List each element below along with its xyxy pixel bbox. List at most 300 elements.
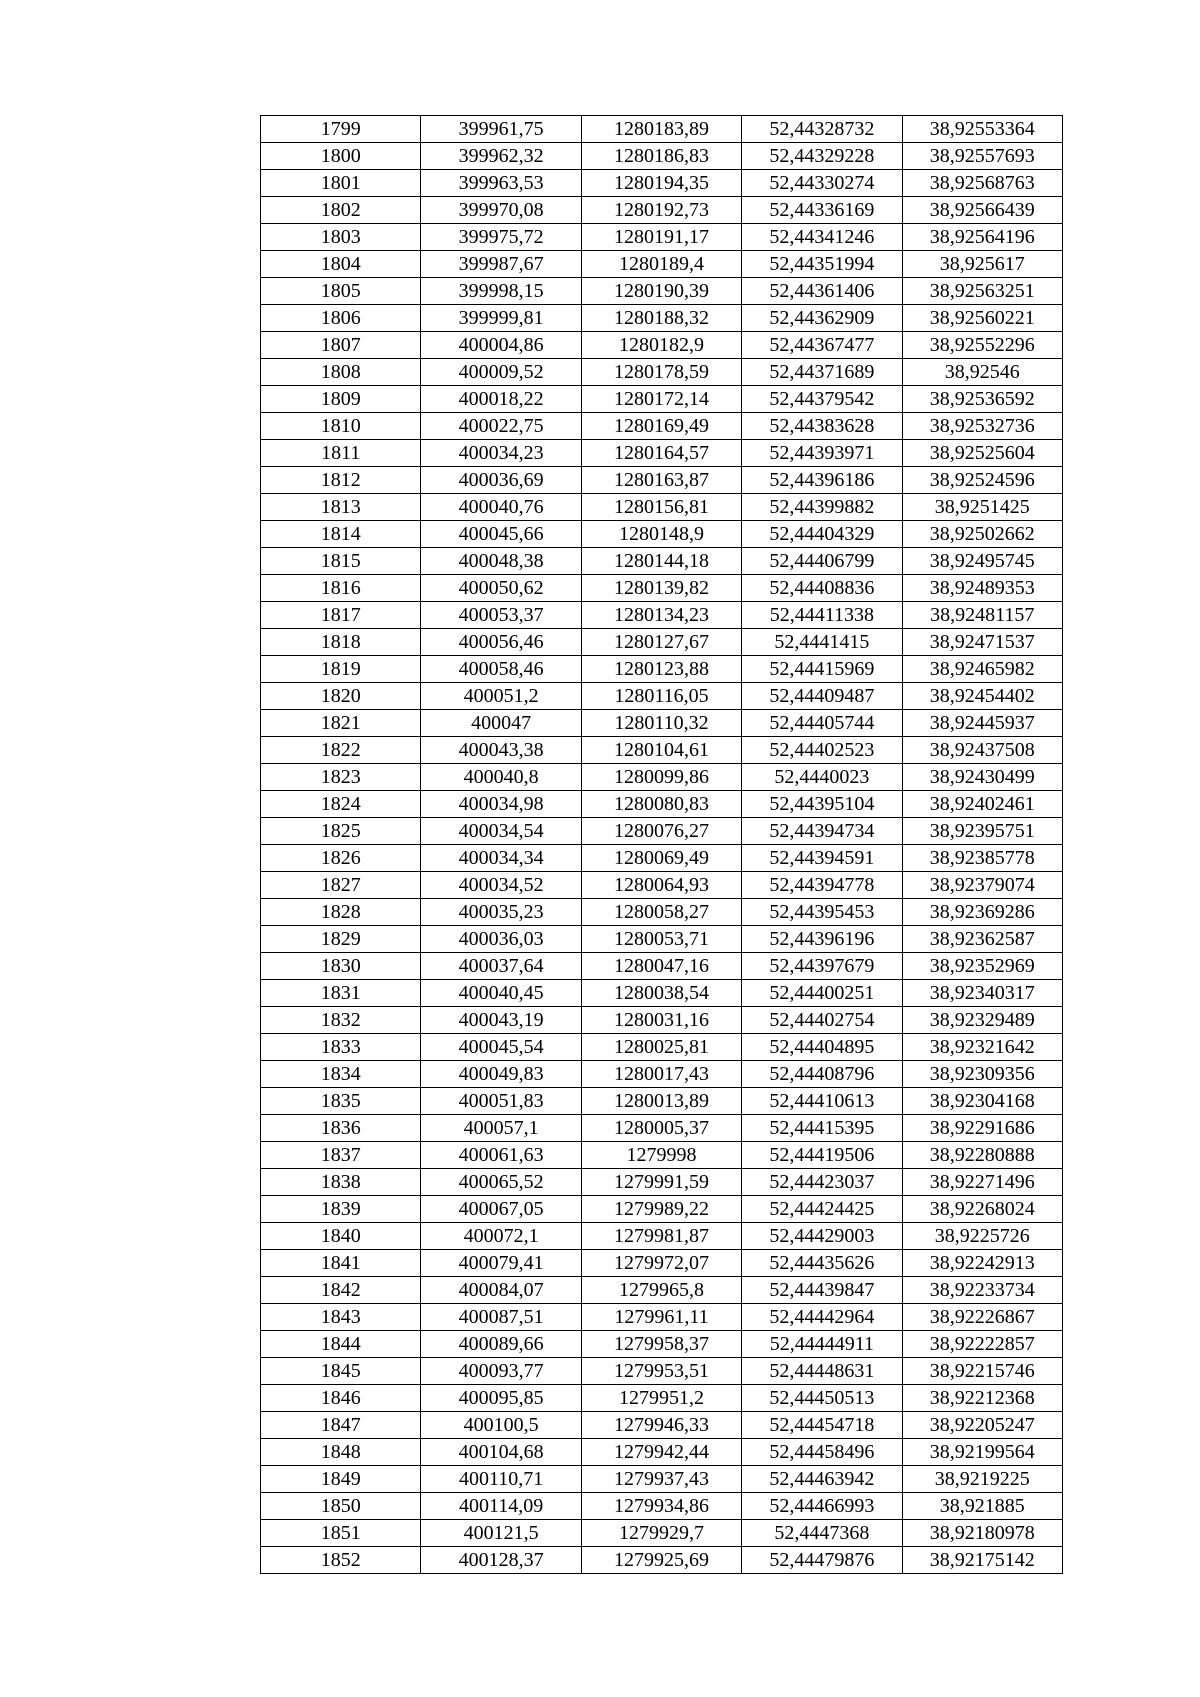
- table-row: [261, 1142, 1063, 1169]
- longitude-cell: 38,92502662: [902, 521, 1062, 548]
- table-row: [261, 1493, 1063, 1520]
- longitude-cell: 38,9225726: [902, 1223, 1062, 1250]
- point-number-cell: 1801: [261, 170, 421, 197]
- x-coordinate-cell: 400065,52: [421, 1169, 581, 1196]
- point-number-cell: 1804: [261, 251, 421, 278]
- y-coordinate-cell: 1279998: [581, 1142, 741, 1169]
- x-coordinate-cell: 400049,83: [421, 1061, 581, 1088]
- longitude-cell: 38,92454402: [902, 683, 1062, 710]
- latitude-cell: 52,44395104: [742, 791, 902, 818]
- point-number-cell: 1825: [261, 818, 421, 845]
- y-coordinate-cell: 1279934,86: [581, 1493, 741, 1520]
- point-number-cell: 1838: [261, 1169, 421, 1196]
- table-row: [261, 1520, 1063, 1547]
- longitude-cell: 38,92321642: [902, 1034, 1062, 1061]
- point-number-cell: 1843: [261, 1304, 421, 1331]
- longitude-cell: 38,92215746: [902, 1358, 1062, 1385]
- x-coordinate-cell: 400036,69: [421, 467, 581, 494]
- x-coordinate-cell: 400072,1: [421, 1223, 581, 1250]
- table-row: [261, 1547, 1063, 1574]
- point-number-cell: 1820: [261, 683, 421, 710]
- table-row: [261, 818, 1063, 845]
- longitude-cell: 38,92524596: [902, 467, 1062, 494]
- latitude-cell: 52,44454718: [742, 1412, 902, 1439]
- table-row: [261, 494, 1063, 521]
- table-row: [261, 1304, 1063, 1331]
- x-coordinate-cell: 399998,15: [421, 278, 581, 305]
- x-coordinate-cell: 400004,86: [421, 332, 581, 359]
- latitude-cell: 52,44399882: [742, 494, 902, 521]
- x-coordinate-cell: 400061,63: [421, 1142, 581, 1169]
- x-coordinate-cell: 400084,07: [421, 1277, 581, 1304]
- y-coordinate-cell: 1280169,49: [581, 413, 741, 440]
- y-coordinate-cell: 1280163,87: [581, 467, 741, 494]
- y-coordinate-cell: 1280164,57: [581, 440, 741, 467]
- longitude-cell: 38,92226867: [902, 1304, 1062, 1331]
- latitude-cell: 52,44328732: [742, 116, 902, 143]
- y-coordinate-cell: 1280116,05: [581, 683, 741, 710]
- latitude-cell: 52,44402523: [742, 737, 902, 764]
- x-coordinate-cell: 400056,46: [421, 629, 581, 656]
- latitude-cell: 52,44463942: [742, 1466, 902, 1493]
- table-row: [261, 1223, 1063, 1250]
- table-row: [261, 683, 1063, 710]
- x-coordinate-cell: 400053,37: [421, 602, 581, 629]
- table-row: [261, 116, 1063, 143]
- point-number-cell: 1815: [261, 548, 421, 575]
- latitude-cell: 52,44479876: [742, 1547, 902, 1574]
- point-number-cell: 1802: [261, 197, 421, 224]
- latitude-cell: 52,44400251: [742, 980, 902, 1007]
- table-row: [261, 251, 1063, 278]
- latitude-cell: 52,44419506: [742, 1142, 902, 1169]
- x-coordinate-cell: 400045,54: [421, 1034, 581, 1061]
- latitude-cell: 52,44442964: [742, 1304, 902, 1331]
- y-coordinate-cell: 1280053,71: [581, 926, 741, 953]
- x-coordinate-cell: 399987,67: [421, 251, 581, 278]
- point-number-cell: 1840: [261, 1223, 421, 1250]
- x-coordinate-cell: 399970,08: [421, 197, 581, 224]
- table-row: [261, 1466, 1063, 1493]
- latitude-cell: 52,44383628: [742, 413, 902, 440]
- y-coordinate-cell: 1280178,59: [581, 359, 741, 386]
- point-number-cell: 1847: [261, 1412, 421, 1439]
- coordinates-table: [260, 115, 1063, 1574]
- point-number-cell: 1823: [261, 764, 421, 791]
- point-number-cell: 1826: [261, 845, 421, 872]
- latitude-cell: 52,44444911: [742, 1331, 902, 1358]
- longitude-cell: 38,92564196: [902, 224, 1062, 251]
- x-coordinate-cell: 400040,8: [421, 764, 581, 791]
- table-row: [261, 845, 1063, 872]
- x-coordinate-cell: 400034,52: [421, 872, 581, 899]
- table-row: [261, 656, 1063, 683]
- y-coordinate-cell: 1280017,43: [581, 1061, 741, 1088]
- x-coordinate-cell: 400058,46: [421, 656, 581, 683]
- point-number-cell: 1810: [261, 413, 421, 440]
- x-coordinate-cell: 399961,75: [421, 116, 581, 143]
- y-coordinate-cell: 1280188,32: [581, 305, 741, 332]
- table-row: [261, 521, 1063, 548]
- y-coordinate-cell: 1280189,4: [581, 251, 741, 278]
- x-coordinate-cell: 400034,98: [421, 791, 581, 818]
- y-coordinate-cell: 1280183,89: [581, 116, 741, 143]
- longitude-cell: 38,92329489: [902, 1007, 1062, 1034]
- y-coordinate-cell: 1279991,59: [581, 1169, 741, 1196]
- longitude-cell: 38,92568763: [902, 170, 1062, 197]
- point-number-cell: 1848: [261, 1439, 421, 1466]
- longitude-cell: 38,92532736: [902, 413, 1062, 440]
- table-row: [261, 440, 1063, 467]
- latitude-cell: 52,44448631: [742, 1358, 902, 1385]
- longitude-cell: 38,92566439: [902, 197, 1062, 224]
- latitude-cell: 52,44411338: [742, 602, 902, 629]
- table-row: [261, 1412, 1063, 1439]
- y-coordinate-cell: 1280099,86: [581, 764, 741, 791]
- latitude-cell: 52,44429003: [742, 1223, 902, 1250]
- latitude-cell: 52,4440023: [742, 764, 902, 791]
- x-coordinate-cell: 400104,68: [421, 1439, 581, 1466]
- x-coordinate-cell: 400034,54: [421, 818, 581, 845]
- point-number-cell: 1813: [261, 494, 421, 521]
- longitude-cell: 38,92557693: [902, 143, 1062, 170]
- longitude-cell: 38,921885: [902, 1493, 1062, 1520]
- x-coordinate-cell: 399963,53: [421, 170, 581, 197]
- y-coordinate-cell: 1280186,83: [581, 143, 741, 170]
- latitude-cell: 52,44336169: [742, 197, 902, 224]
- y-coordinate-cell: 1279946,33: [581, 1412, 741, 1439]
- point-number-cell: 1832: [261, 1007, 421, 1034]
- point-number-cell: 1824: [261, 791, 421, 818]
- table-row: [261, 1439, 1063, 1466]
- table-row: [261, 548, 1063, 575]
- latitude-cell: 52,44397679: [742, 953, 902, 980]
- x-coordinate-cell: 400050,62: [421, 575, 581, 602]
- y-coordinate-cell: 1280194,35: [581, 170, 741, 197]
- longitude-cell: 38,925617: [902, 251, 1062, 278]
- x-coordinate-cell: 400089,66: [421, 1331, 581, 1358]
- table-row: [261, 467, 1063, 494]
- y-coordinate-cell: 1280190,39: [581, 278, 741, 305]
- table-row: [261, 1196, 1063, 1223]
- longitude-cell: 38,92489353: [902, 575, 1062, 602]
- x-coordinate-cell: 400128,37: [421, 1547, 581, 1574]
- longitude-cell: 38,92369286: [902, 899, 1062, 926]
- point-number-cell: 1842: [261, 1277, 421, 1304]
- point-number-cell: 1803: [261, 224, 421, 251]
- longitude-cell: 38,92291686: [902, 1115, 1062, 1142]
- longitude-cell: 38,92205247: [902, 1412, 1062, 1439]
- longitude-cell: 38,9219225: [902, 1466, 1062, 1493]
- y-coordinate-cell: 1279929,7: [581, 1520, 741, 1547]
- latitude-cell: 52,44409487: [742, 683, 902, 710]
- y-coordinate-cell: 1280110,32: [581, 710, 741, 737]
- table-row: [261, 980, 1063, 1007]
- x-coordinate-cell: 400047: [421, 710, 581, 737]
- y-coordinate-cell: 1280076,27: [581, 818, 741, 845]
- longitude-cell: 38,92309356: [902, 1061, 1062, 1088]
- x-coordinate-cell: 400022,75: [421, 413, 581, 440]
- x-coordinate-cell: 400067,05: [421, 1196, 581, 1223]
- point-number-cell: 1821: [261, 710, 421, 737]
- table-row: [261, 1358, 1063, 1385]
- point-number-cell: 1827: [261, 872, 421, 899]
- x-coordinate-cell: 400009,52: [421, 359, 581, 386]
- longitude-cell: 38,92553364: [902, 116, 1062, 143]
- latitude-cell: 52,4447368: [742, 1520, 902, 1547]
- latitude-cell: 52,44424425: [742, 1196, 902, 1223]
- point-number-cell: 1831: [261, 980, 421, 1007]
- y-coordinate-cell: 1280047,16: [581, 953, 741, 980]
- y-coordinate-cell: 1279937,43: [581, 1466, 741, 1493]
- point-number-cell: 1812: [261, 467, 421, 494]
- latitude-cell: 52,44408836: [742, 575, 902, 602]
- x-coordinate-cell: 400087,51: [421, 1304, 581, 1331]
- point-number-cell: 1844: [261, 1331, 421, 1358]
- latitude-cell: 52,44396196: [742, 926, 902, 953]
- point-number-cell: 1829: [261, 926, 421, 953]
- y-coordinate-cell: 1280013,89: [581, 1088, 741, 1115]
- y-coordinate-cell: 1279961,11: [581, 1304, 741, 1331]
- point-number-cell: 1799: [261, 116, 421, 143]
- longitude-cell: 38,92199564: [902, 1439, 1062, 1466]
- x-coordinate-cell: 400079,41: [421, 1250, 581, 1277]
- table-row: [261, 575, 1063, 602]
- table-row: [261, 953, 1063, 980]
- x-coordinate-cell: 400057,1: [421, 1115, 581, 1142]
- table-row: [261, 737, 1063, 764]
- longitude-cell: 38,92268024: [902, 1196, 1062, 1223]
- table-row: [261, 1034, 1063, 1061]
- y-coordinate-cell: 1279951,2: [581, 1385, 741, 1412]
- point-number-cell: 1852: [261, 1547, 421, 1574]
- point-number-cell: 1833: [261, 1034, 421, 1061]
- latitude-cell: 52,44435626: [742, 1250, 902, 1277]
- x-coordinate-cell: 399975,72: [421, 224, 581, 251]
- x-coordinate-cell: 400037,64: [421, 953, 581, 980]
- latitude-cell: 52,44466993: [742, 1493, 902, 1520]
- x-coordinate-cell: 400051,2: [421, 683, 581, 710]
- point-number-cell: 1822: [261, 737, 421, 764]
- y-coordinate-cell: 1280156,81: [581, 494, 741, 521]
- y-coordinate-cell: 1280182,9: [581, 332, 741, 359]
- latitude-cell: 52,44395453: [742, 899, 902, 926]
- x-coordinate-cell: 400121,5: [421, 1520, 581, 1547]
- point-number-cell: 1841: [261, 1250, 421, 1277]
- x-coordinate-cell: 400093,77: [421, 1358, 581, 1385]
- x-coordinate-cell: 400040,45: [421, 980, 581, 1007]
- x-coordinate-cell: 400043,38: [421, 737, 581, 764]
- latitude-cell: 52,44394734: [742, 818, 902, 845]
- point-number-cell: 1814: [261, 521, 421, 548]
- y-coordinate-cell: 1280038,54: [581, 980, 741, 1007]
- latitude-cell: 52,44341246: [742, 224, 902, 251]
- latitude-cell: 52,44394778: [742, 872, 902, 899]
- latitude-cell: 52,44351994: [742, 251, 902, 278]
- latitude-cell: 52,44415395: [742, 1115, 902, 1142]
- coordinates-table-body: [261, 116, 1063, 1574]
- y-coordinate-cell: 1280064,93: [581, 872, 741, 899]
- latitude-cell: 52,44439847: [742, 1277, 902, 1304]
- x-coordinate-cell: 399999,81: [421, 305, 581, 332]
- longitude-cell: 38,9251425: [902, 494, 1062, 521]
- latitude-cell: 52,44406799: [742, 548, 902, 575]
- longitude-cell: 38,92233734: [902, 1277, 1062, 1304]
- latitude-cell: 52,44362909: [742, 305, 902, 332]
- table-row: [261, 1169, 1063, 1196]
- table-row: [261, 926, 1063, 953]
- y-coordinate-cell: 1280058,27: [581, 899, 741, 926]
- table-row: [261, 197, 1063, 224]
- longitude-cell: 38,92175142: [902, 1547, 1062, 1574]
- point-number-cell: 1846: [261, 1385, 421, 1412]
- longitude-cell: 38,92546: [902, 359, 1062, 386]
- table-row: [261, 1115, 1063, 1142]
- point-number-cell: 1837: [261, 1142, 421, 1169]
- point-number-cell: 1811: [261, 440, 421, 467]
- y-coordinate-cell: 1279942,44: [581, 1439, 741, 1466]
- point-number-cell: 1834: [261, 1061, 421, 1088]
- latitude-cell: 52,44379542: [742, 386, 902, 413]
- y-coordinate-cell: 1279972,07: [581, 1250, 741, 1277]
- x-coordinate-cell: 400100,5: [421, 1412, 581, 1439]
- point-number-cell: 1805: [261, 278, 421, 305]
- longitude-cell: 38,92180978: [902, 1520, 1062, 1547]
- x-coordinate-cell: 400114,09: [421, 1493, 581, 1520]
- point-number-cell: 1808: [261, 359, 421, 386]
- point-number-cell: 1806: [261, 305, 421, 332]
- latitude-cell: 52,44402754: [742, 1007, 902, 1034]
- table-row: [261, 1331, 1063, 1358]
- y-coordinate-cell: 1280127,67: [581, 629, 741, 656]
- latitude-cell: 52,44394591: [742, 845, 902, 872]
- table-row: [261, 710, 1063, 737]
- table-row: [261, 1250, 1063, 1277]
- table-row: [261, 143, 1063, 170]
- longitude-cell: 38,92271496: [902, 1169, 1062, 1196]
- table-row: [261, 170, 1063, 197]
- latitude-cell: 52,44371689: [742, 359, 902, 386]
- x-coordinate-cell: 400034,34: [421, 845, 581, 872]
- longitude-cell: 38,92379074: [902, 872, 1062, 899]
- longitude-cell: 38,92445937: [902, 710, 1062, 737]
- longitude-cell: 38,92471537: [902, 629, 1062, 656]
- longitude-cell: 38,92481157: [902, 602, 1062, 629]
- x-coordinate-cell: 400036,03: [421, 926, 581, 953]
- table-row: [261, 359, 1063, 386]
- x-coordinate-cell: 400035,23: [421, 899, 581, 926]
- y-coordinate-cell: 1280144,18: [581, 548, 741, 575]
- latitude-cell: 52,44458496: [742, 1439, 902, 1466]
- longitude-cell: 38,92465982: [902, 656, 1062, 683]
- y-coordinate-cell: 1280134,23: [581, 602, 741, 629]
- longitude-cell: 38,92525604: [902, 440, 1062, 467]
- x-coordinate-cell: 400051,83: [421, 1088, 581, 1115]
- x-coordinate-cell: 399962,32: [421, 143, 581, 170]
- point-number-cell: 1818: [261, 629, 421, 656]
- latitude-cell: 52,44450513: [742, 1385, 902, 1412]
- latitude-cell: 52,44329228: [742, 143, 902, 170]
- table-row: [261, 278, 1063, 305]
- y-coordinate-cell: 1280172,14: [581, 386, 741, 413]
- point-number-cell: 1800: [261, 143, 421, 170]
- y-coordinate-cell: 1280069,49: [581, 845, 741, 872]
- point-number-cell: 1851: [261, 1520, 421, 1547]
- longitude-cell: 38,92536592: [902, 386, 1062, 413]
- x-coordinate-cell: 400045,66: [421, 521, 581, 548]
- x-coordinate-cell: 400043,19: [421, 1007, 581, 1034]
- longitude-cell: 38,92402461: [902, 791, 1062, 818]
- y-coordinate-cell: 1279989,22: [581, 1196, 741, 1223]
- point-number-cell: 1830: [261, 953, 421, 980]
- y-coordinate-cell: 1280123,88: [581, 656, 741, 683]
- latitude-cell: 52,44408796: [742, 1061, 902, 1088]
- longitude-cell: 38,92242913: [902, 1250, 1062, 1277]
- y-coordinate-cell: 1280031,16: [581, 1007, 741, 1034]
- table-row: [261, 872, 1063, 899]
- point-number-cell: 1817: [261, 602, 421, 629]
- table-row: [261, 413, 1063, 440]
- longitude-cell: 38,92430499: [902, 764, 1062, 791]
- table-row: [261, 602, 1063, 629]
- y-coordinate-cell: 1279958,37: [581, 1331, 741, 1358]
- latitude-cell: 52,44396186: [742, 467, 902, 494]
- longitude-cell: 38,92495745: [902, 548, 1062, 575]
- longitude-cell: 38,92212368: [902, 1385, 1062, 1412]
- longitude-cell: 38,92552296: [902, 332, 1062, 359]
- y-coordinate-cell: 1279981,87: [581, 1223, 741, 1250]
- longitude-cell: 38,92563251: [902, 278, 1062, 305]
- latitude-cell: 52,44393971: [742, 440, 902, 467]
- y-coordinate-cell: 1280139,82: [581, 575, 741, 602]
- latitude-cell: 52,44361406: [742, 278, 902, 305]
- latitude-cell: 52,4441415: [742, 629, 902, 656]
- table-row: [261, 1277, 1063, 1304]
- point-number-cell: 1839: [261, 1196, 421, 1223]
- x-coordinate-cell: 400048,38: [421, 548, 581, 575]
- x-coordinate-cell: 400110,71: [421, 1466, 581, 1493]
- latitude-cell: 52,44415969: [742, 656, 902, 683]
- latitude-cell: 52,44410613: [742, 1088, 902, 1115]
- table-row: [261, 305, 1063, 332]
- y-coordinate-cell: 1280148,9: [581, 521, 741, 548]
- table-row: [261, 764, 1063, 791]
- point-number-cell: 1828: [261, 899, 421, 926]
- table-row: [261, 629, 1063, 656]
- longitude-cell: 38,92437508: [902, 737, 1062, 764]
- table-row: [261, 791, 1063, 818]
- x-coordinate-cell: 400018,22: [421, 386, 581, 413]
- table-row: [261, 1088, 1063, 1115]
- point-number-cell: 1850: [261, 1493, 421, 1520]
- y-coordinate-cell: 1279953,51: [581, 1358, 741, 1385]
- point-number-cell: 1809: [261, 386, 421, 413]
- x-coordinate-cell: 400095,85: [421, 1385, 581, 1412]
- point-number-cell: 1836: [261, 1115, 421, 1142]
- table-row: [261, 1007, 1063, 1034]
- y-coordinate-cell: 1279925,69: [581, 1547, 741, 1574]
- latitude-cell: 52,44404329: [742, 521, 902, 548]
- latitude-cell: 52,44405744: [742, 710, 902, 737]
- table-row: [261, 1385, 1063, 1412]
- longitude-cell: 38,92385778: [902, 845, 1062, 872]
- longitude-cell: 38,92280888: [902, 1142, 1062, 1169]
- table-row: [261, 1061, 1063, 1088]
- longitude-cell: 38,92222857: [902, 1331, 1062, 1358]
- y-coordinate-cell: 1280191,17: [581, 224, 741, 251]
- longitude-cell: 38,92304168: [902, 1088, 1062, 1115]
- y-coordinate-cell: 1280025,81: [581, 1034, 741, 1061]
